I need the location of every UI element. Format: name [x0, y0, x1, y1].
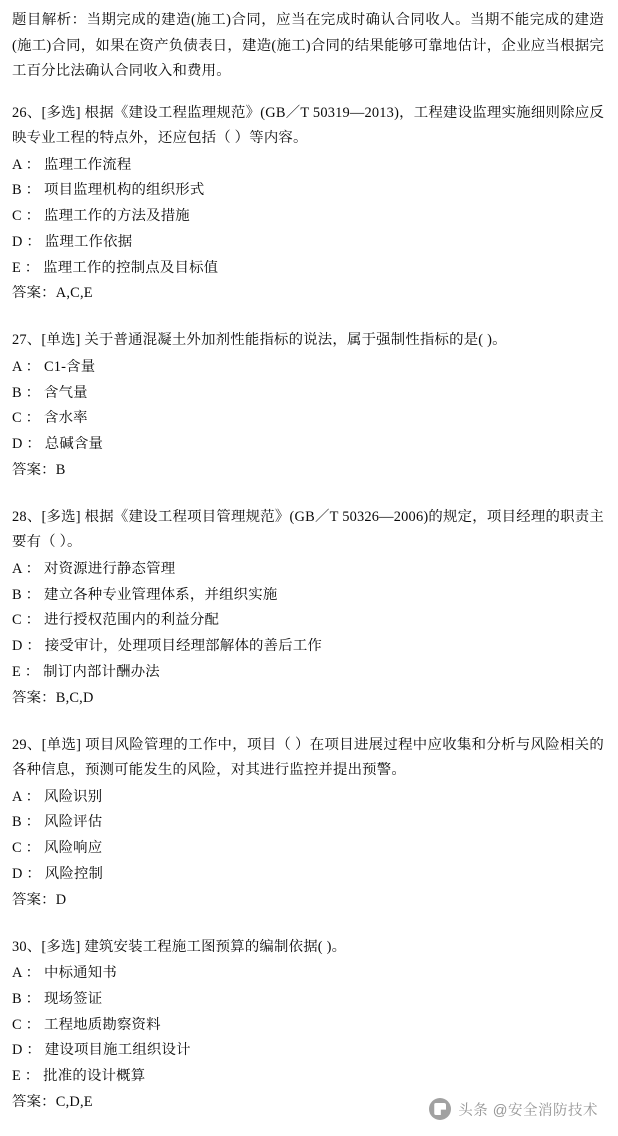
- question-item: [12, 733, 604, 914]
- answer-line: 答案：B: [12, 461, 66, 478]
- option-e: E ： 监理工作的控制点及目标值: [12, 259, 219, 276]
- option-d: D ： 接受审计，处理项目经理部解体的善后工作: [12, 638, 323, 655]
- question-stem: 30、[多选] 建筑安装工程施工图预算的编制依据( )。: [12, 938, 347, 955]
- answer-line: 答案：B,C,D: [12, 689, 94, 706]
- option-d: D ： 总碱含量: [12, 436, 104, 453]
- section-spacer: [12, 311, 604, 328]
- question-item: [12, 328, 604, 483]
- section-spacer: [12, 918, 604, 935]
- toutiao-logo-icon: [429, 1098, 451, 1120]
- option-b: B ： 含气量: [12, 384, 88, 401]
- option-a: A ： 监理工作流程: [12, 156, 132, 173]
- option-c: C ： 监理工作的方法及措施: [12, 208, 190, 225]
- option-b: B ： 建立各种专业管理体系，并组织实施: [12, 586, 278, 603]
- option-a: A ： 中标通知书: [12, 965, 117, 982]
- question-item: [12, 505, 604, 712]
- section-spacer: [12, 488, 604, 505]
- option-b: B ： 项目监理机构的组织形式: [12, 182, 205, 199]
- option-b: B ： 风险评估: [12, 814, 103, 831]
- question-stem: 28、[多选] 根据《建设工程项目管理规范》(GB／T 50326—2006)的规定，项目经理的职责主要有（ ）。: [12, 508, 604, 551]
- question-item: [12, 935, 604, 1116]
- answer-line: 答案：D: [12, 891, 67, 908]
- option-c: C ： 风险响应: [12, 840, 103, 857]
- question-item: [12, 101, 604, 308]
- option-c: C ： 含水率: [12, 410, 88, 427]
- section-spacer: [12, 716, 604, 733]
- option-d: D ： 监理工作依据: [12, 233, 133, 250]
- question-stem: 29、[单选] 项目风险管理的工作中，项目（ ）在项目进展过程中应收集和分析与风险相关的各种信息，预测可能发生的风险，对其进行监控并提出预警。: [12, 736, 604, 779]
- question-stem: 27、[单选] 关于普通混凝土外加剂性能指标的说法，属于强制性指标的是( )。: [12, 332, 507, 349]
- option-a: A ： C1-含量: [12, 358, 96, 375]
- answer-line: 答案：A,C,E: [12, 285, 93, 302]
- answer-line: 答案：C,D,E: [12, 1094, 93, 1111]
- question-stem: 26、[多选] 根据《建设工程监理规范》(GB／T 50319—2013)，工程建设监理实施细则除应反映专业工程的特点外，还应包括（ ）等内容。: [12, 104, 604, 146]
- option-d: D ： 建设项目施工组织设计: [12, 1042, 191, 1059]
- option-c: C ： 进行授权范围内的利益分配: [12, 612, 220, 629]
- option-e: E ： 制订内部计酬办法: [12, 663, 160, 680]
- option-e: E ： 批准的设计概算: [12, 1068, 146, 1085]
- option-d: D ： 风险控制: [12, 865, 104, 882]
- option-c: C ： 工程地质勘察资料: [12, 1016, 161, 1033]
- watermark-text: 头条 @安全消防技术: [458, 1102, 598, 1119]
- question-analysis: 题目解析：当期完成的建造(施工)合同，应当在完成时确认合同收人。当期不能完成的建造(施工)合同，如果在资产负债表日，建造(施工)合同的结果能够可靠地估计，企业应当根据完工百分比法确认合同收入和费用。: [12, 12, 604, 79]
- watermark: [429, 1098, 598, 1120]
- option-b: B ： 现场签证: [12, 990, 103, 1007]
- option-a: A ： 对资源进行静态管理: [12, 560, 176, 577]
- option-a: A ： 风险识别: [12, 788, 103, 805]
